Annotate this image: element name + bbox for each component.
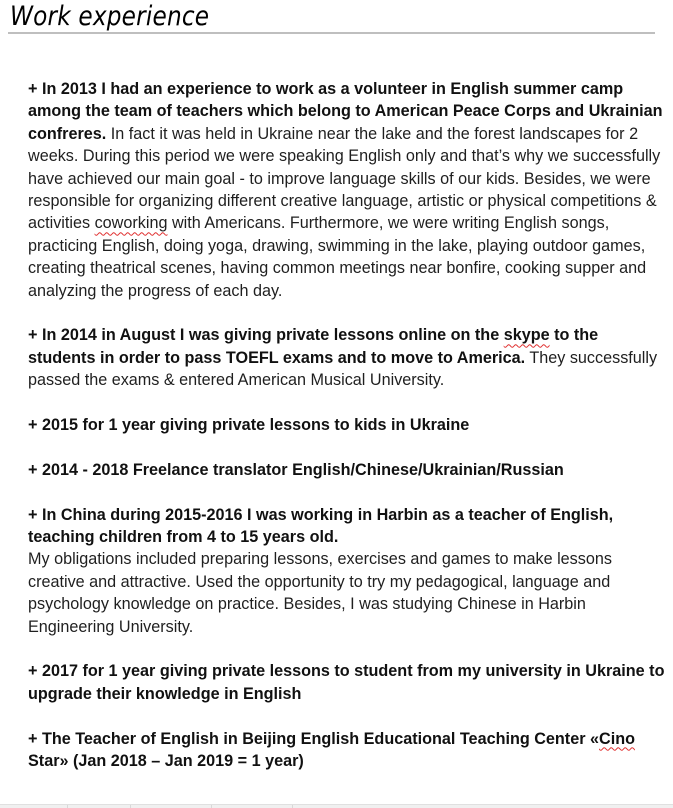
entry-beijing-teacher [28,728,668,773]
section-title: Work experience [10,1,210,32]
entry-heading: Star» (Jan 2018 – Jan 2019 = 1 year) [28,752,304,771]
entry-heading: + 2014 - 2018 Freelance translator English/Chinese/Ukrainian/Russian [28,460,564,479]
work-experience-list [28,78,668,795]
entry-text: My obligations included preparing lessons, exercises and games to make lessons creative and attractive. Used the opportunity to try my pedagogical, language and psychology knowledge on practice. Besides, I was studying Chinese in Harbin Engineering University. [28,550,612,636]
entry-china-harbin [28,504,668,638]
entry-text: In fact it was held in Ukraine near the lake and the forest landscapes for 2 weeks. During this period we were speaking English only and that’s why we successfully have achieved our main goal - to improve language skills of our kids. Besides, we were responsible for organizing different creative language, artistic or physical competitions & activities [28,124,661,233]
entry-heading: + In 2014 in August I was giving private lessons online on the [28,326,504,345]
entry-2017-private-lessons [28,660,668,705]
page-bottom-strip [0,804,673,808]
entry-2013-volunteer [28,78,668,302]
spellcheck-flagged-word[interactable]: skype [503,326,550,345]
entry-freelance-translator [28,459,668,481]
entry-text: with Americans. Furthermore, we were writing English songs, practicing English, doing yoga, drawing, swimming in the lake, playing outdoor games, creating theatrical scenes, having common meetings near bonfire, cooking supper and analyzing the progress of each day. [28,214,647,300]
title-underline [8,32,655,34]
entry-heading: + In China during 2015-2016 I was working in Harbin as a teacher of English, teaching children from 4 to 15 years old. [28,505,614,547]
spellcheck-flagged-word[interactable]: coworking [94,214,168,233]
entry-2015-private-lessons [28,414,668,436]
entry-heading: to the students in order to pass TOEFL exams and to move to America. [28,326,599,367]
entry-heading: + 2017 for 1 year giving private lessons to student from my university in Ukraine to upgrade their knowledge in English [28,662,665,703]
entry-heading: + The Teacher of English in Beijing English Educational Teaching Center « [28,729,600,748]
entry-2014-online-lessons [28,324,668,391]
entry-text: They successfully passed the exams & entered American Musical University. [28,348,658,390]
entry-heading: + 2015 for 1 year giving private lessons to kids in Ukraine [28,416,470,435]
spellcheck-flagged-word[interactable]: Cino [599,729,635,748]
entry-heading: + In 2013 I had an experience to work as a volunteer in English summer camp among the team of teachers which belong to American Peace Corps and Ukrainian confreres. [28,80,663,143]
